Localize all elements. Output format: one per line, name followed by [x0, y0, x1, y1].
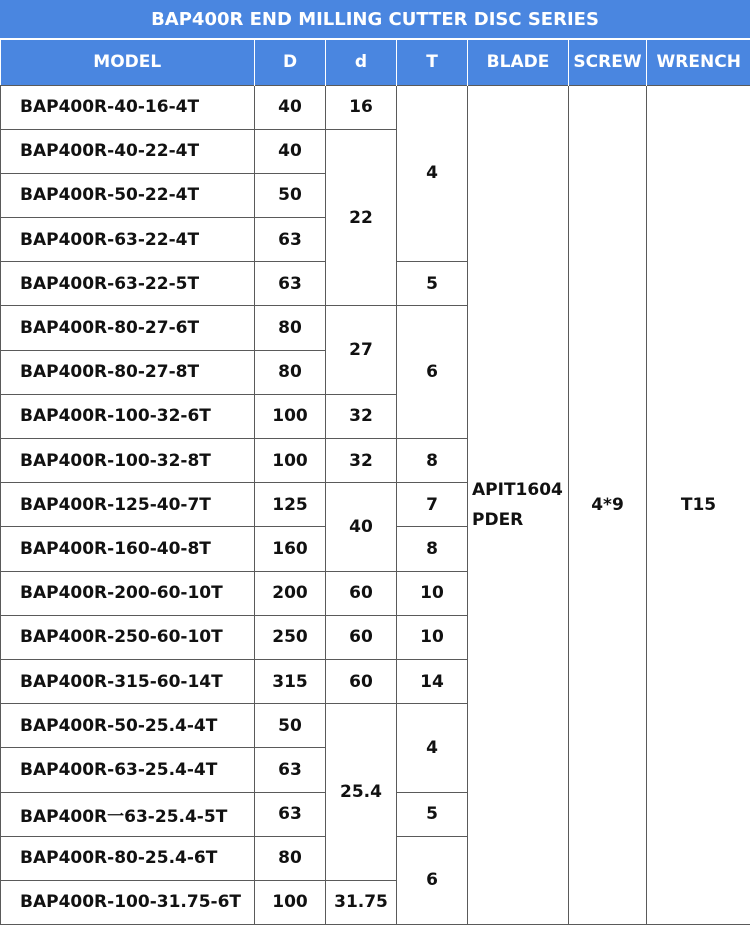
model-cell: BAP400R-100-31.75-6T [1, 880, 255, 924]
T-cell: 5 [397, 792, 468, 836]
D-cell: 63 [255, 792, 326, 836]
d-cell: 32 [326, 394, 397, 438]
model-cell: BAP400R-100-32-8T [1, 439, 255, 483]
header-wrench: WRENCH [647, 40, 750, 85]
wrench-cell: T15 [647, 85, 750, 925]
d-cell: 27 [326, 306, 397, 394]
model-cell: BAP400R-80-27-6T [1, 306, 255, 350]
model-cell: BAP400R-80-25.4-6T [1, 836, 255, 880]
d-cell: 25.4 [326, 704, 397, 881]
model-cell: BAP400R-63-22-5T [1, 262, 255, 306]
model-cell: BAP400R-125-40-7T [1, 483, 255, 527]
spec-table [0, 40, 750, 925]
T-cell: 5 [397, 262, 468, 306]
D-cell: 50 [255, 173, 326, 217]
model-cell: BAP400R-200-60-10T [1, 571, 255, 615]
model-cell: BAP400R-50-22-4T [1, 173, 255, 217]
d-cell: 60 [326, 571, 397, 615]
model-cell: BAP400R-63-22-4T [1, 218, 255, 262]
d-cell: 22 [326, 129, 397, 306]
header-d: d [326, 40, 397, 85]
D-cell: 80 [255, 306, 326, 350]
blade-line-1: APIT1604 [472, 479, 563, 500]
table-title: BAP400R END MILLING CUTTER DISC SERIES [0, 0, 750, 40]
model-cell: BAP400R-40-16-4T [1, 85, 255, 129]
T-cell: 10 [397, 571, 468, 615]
D-cell: 100 [255, 880, 326, 924]
T-cell: 7 [397, 483, 468, 527]
d-cell: 60 [326, 615, 397, 659]
model-cell: BAP400R-315-60-14T [1, 659, 255, 703]
T-cell: 8 [397, 527, 468, 571]
D-cell: 160 [255, 527, 326, 571]
D-cell: 40 [255, 129, 326, 173]
screw-cell: 4*9 [569, 85, 647, 925]
header-row [1, 40, 750, 85]
D-cell: 80 [255, 836, 326, 880]
model-cell: BAP400R-250-60-10T [1, 615, 255, 659]
d-cell: 31.75 [326, 880, 397, 924]
model-cell: BAP400R-100-32-6T [1, 394, 255, 438]
D-cell: 125 [255, 483, 326, 527]
T-cell: 4 [397, 85, 468, 262]
T-cell: 10 [397, 615, 468, 659]
D-cell: 63 [255, 218, 326, 262]
d-cell: 16 [326, 85, 397, 129]
d-cell: 40 [326, 483, 397, 571]
D-cell: 200 [255, 571, 326, 615]
D-cell: 250 [255, 615, 326, 659]
blade-cell [468, 85, 569, 925]
D-cell: 315 [255, 659, 326, 703]
D-cell: 50 [255, 704, 326, 748]
header-blade: BLADE [468, 40, 569, 85]
D-cell: 100 [255, 439, 326, 483]
d-cell: 60 [326, 659, 397, 703]
D-cell: 63 [255, 748, 326, 792]
header-D: D [255, 40, 326, 85]
T-cell: 6 [397, 836, 468, 924]
D-cell: 100 [255, 394, 326, 438]
T-cell: 8 [397, 439, 468, 483]
model-cell: BAP400R-80-27-8T [1, 350, 255, 394]
model-cell: BAP400R-50-25.4-4T [1, 704, 255, 748]
model-cell: BAP400R一63-25.4-5T [1, 792, 255, 836]
T-cell: 4 [397, 704, 468, 792]
header-model: MODEL [1, 40, 255, 85]
D-cell: 80 [255, 350, 326, 394]
model-cell: BAP400R-160-40-8T [1, 527, 255, 571]
d-cell: 32 [326, 439, 397, 483]
header-T: T [397, 40, 468, 85]
D-cell: 40 [255, 85, 326, 129]
table-row [1, 85, 750, 129]
T-cell: 14 [397, 659, 468, 703]
blade-line-2: PDER [472, 509, 524, 530]
D-cell: 63 [255, 262, 326, 306]
header-screw: SCREW [569, 40, 647, 85]
model-cell: BAP400R-40-22-4T [1, 129, 255, 173]
model-cell: BAP400R-63-25.4-4T [1, 748, 255, 792]
T-cell: 6 [397, 306, 468, 439]
